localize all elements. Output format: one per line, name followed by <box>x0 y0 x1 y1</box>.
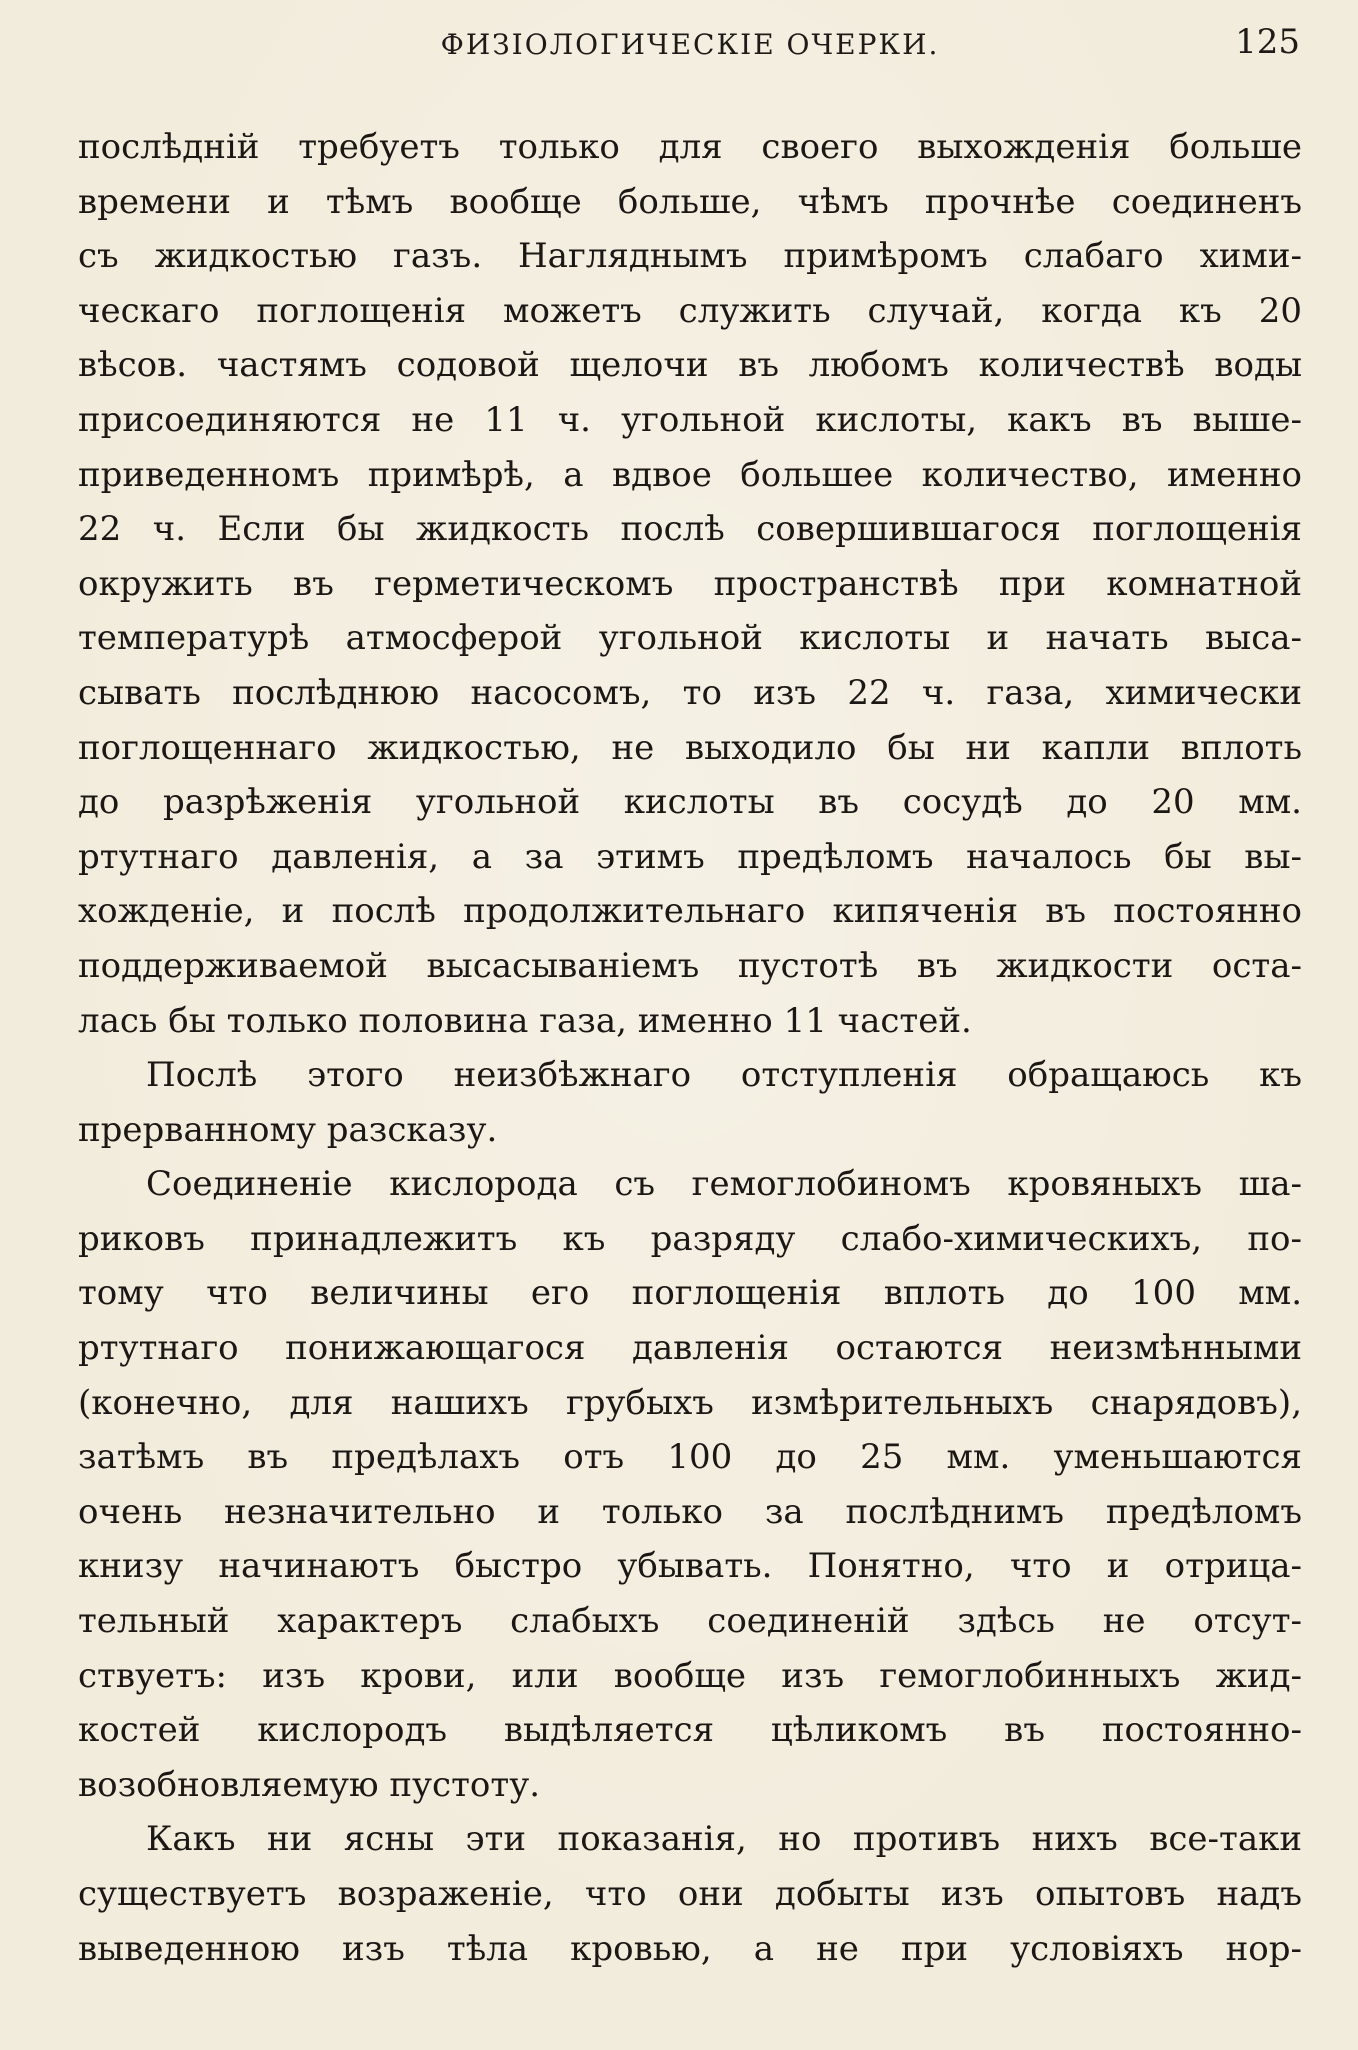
text-line: присоединяются не 11 ч. угольной кислоты, какъ въ выше- <box>78 399 1302 440</box>
text-line: существуетъ возраженіе, что они добыты изъ опытовъ надъ <box>78 1874 1302 1914</box>
text-line: тому что величины его поглощенія вплоть до 100 мм. <box>78 1273 1302 1314</box>
running-head: ФИЗІОЛОГИЧЕСКІЕ ОЧЕРКИ. <box>440 28 940 61</box>
text-line: очень незначительно и только за послѣднимъ предѣломъ <box>78 1491 1302 1532</box>
text-line: окружить въ герметическомъ пространствѣ при комнатной <box>78 563 1302 604</box>
text-line: возобновляемую пустоту. <box>78 1764 541 1805</box>
text-line: поддерживаемой высасываніемъ пустотѣ въ жидкости оста- <box>78 945 1302 986</box>
text-line: приведенномъ примѣрѣ, а вдвое большее количество, именно <box>78 454 1302 495</box>
text-line: прерванному разсказу. <box>78 1109 498 1150</box>
text-line: лась бы только половина газа, именно 11 частей. <box>78 1000 972 1041</box>
body-text <box>78 120 1302 1976</box>
text-line: ртутнаго давленія, а за этимъ предѣломъ началось бы вы- <box>78 836 1302 877</box>
text-line: Послѣ этого неизбѣжнаго отступленія обращаюсь къ <box>146 1055 1302 1096</box>
text-line: температурѣ атмосферой угольной кислоты и начать выса- <box>78 618 1302 659</box>
text-line: (конечно, для нашихъ грубыхъ измѣрительныхъ снарядовъ), <box>78 1382 1302 1423</box>
text-line: до разрѣженія угольной кислоты въ сосудѣ до 20 мм. <box>78 782 1302 823</box>
text-line: хожденіе, и послѣ продолжительнаго кипяченія въ постоянно <box>78 891 1302 932</box>
text-line: Какъ ни ясны эти показанія, но противъ нихъ все-таки <box>146 1819 1302 1860</box>
text-line: костей кислородъ выдѣляется цѣликомъ въ постоянно- <box>78 1710 1302 1751</box>
text-line: ческаго поглощенія можетъ служить случай, когда къ 20 <box>78 290 1302 331</box>
page-number: 125 <box>1235 22 1300 62</box>
page-header <box>80 22 1300 68</box>
text-line: съ жидкостью газъ. Нагляднымъ примѣромъ слабаго хими- <box>78 236 1302 277</box>
text-line: послѣдній требуетъ только для своего выхожденія больше <box>78 127 1302 167</box>
text-line: Соединеніе кислорода съ гемоглобиномъ кровяныхъ ша- <box>146 1164 1302 1205</box>
text-line: выведенною изъ тѣла кровью, а не при условіяхъ нор- <box>78 1928 1302 1969</box>
text-line: 22 ч. Если бы жидкость послѣ совершившагося поглощенія <box>78 509 1302 550</box>
text-line: ртутнаго понижающагося давленія остаются неизмѣнными <box>78 1328 1302 1369</box>
text-line: риковъ принадлежитъ къ разряду слабо-химическихъ, по- <box>78 1218 1302 1259</box>
text-line: книзу начинаютъ быстро убывать. Понятно, что и отрица- <box>78 1546 1302 1587</box>
text-line: вѣсов. частямъ содовой щелочи въ любомъ количествѣ воды <box>78 345 1302 386</box>
text-line: ствуетъ: изъ крови, или вообще изъ гемоглобинныхъ жид- <box>78 1655 1302 1696</box>
text-line: затѣмъ въ предѣлахъ отъ 100 до 25 мм. уменьшаются <box>78 1437 1302 1478</box>
text-line: тельный характеръ слабыхъ соединеній здѣсь не отсут- <box>78 1601 1302 1642</box>
text-line: сывать послѣднюю насосомъ, то изъ 22 ч. газа, химически <box>78 672 1302 713</box>
text-line: времени и тѣмъ вообще больше, чѣмъ прочнѣе соединенъ <box>78 181 1302 222</box>
text-line: поглощеннаго жидкостью, не выходило бы ни капли вплоть <box>78 727 1302 768</box>
